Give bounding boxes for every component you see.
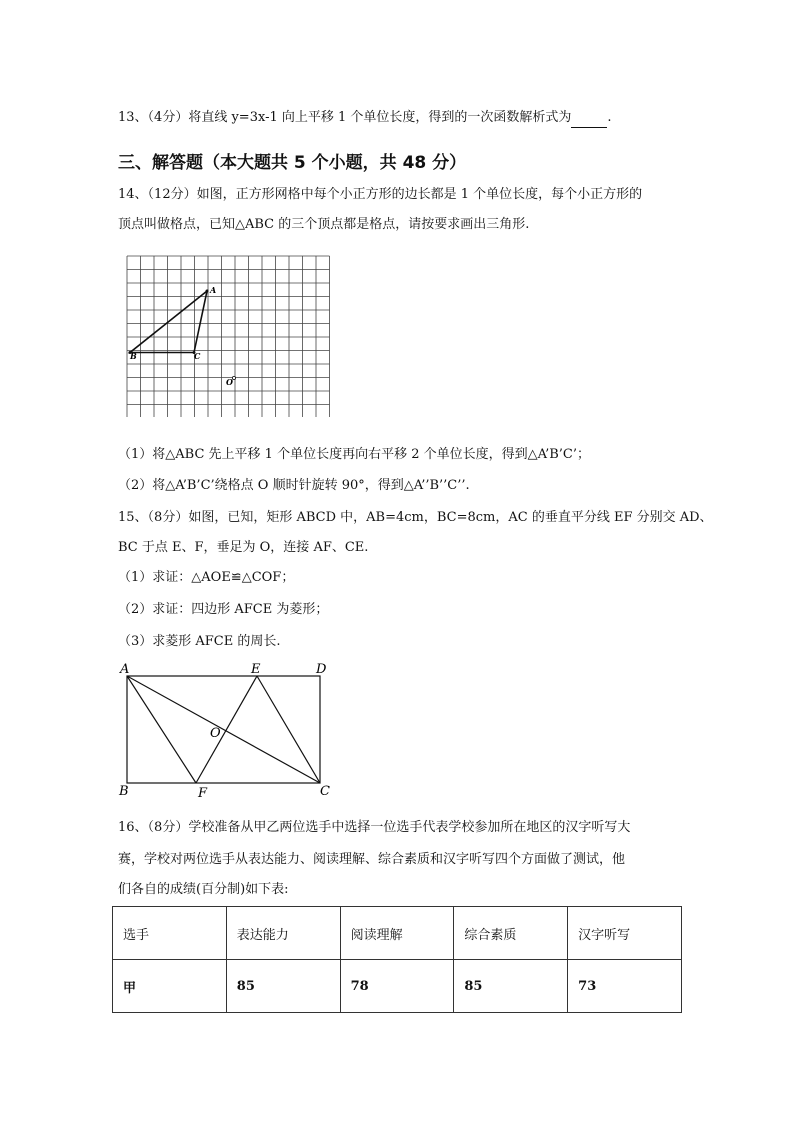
table-header-row <box>113 907 682 960</box>
question-15-number: 15、（8分） <box>118 510 189 525</box>
table-row <box>113 960 682 1013</box>
label-a: A <box>210 285 217 295</box>
question-14-line2: 顶点叫做格点，已知△ABC 的三个顶点都是格点，请按要求画出三角形. <box>118 217 530 232</box>
diagonal-ac <box>127 676 320 783</box>
grid-figure <box>126 255 330 417</box>
question-14-number: 14、（12分） <box>118 187 197 202</box>
table-header-cell: 汉字听写 <box>568 907 682 960</box>
table-header-cell: 选手 <box>113 907 227 960</box>
question-16-line1 <box>118 818 630 838</box>
grid-lines <box>127 256 330 417</box>
question-16-number: 16、（8分） <box>118 820 189 835</box>
question-16-line3: 们各自的成绩(百分制)如下表: <box>118 882 289 897</box>
segment-af <box>127 676 196 783</box>
question-13-end: . <box>607 110 612 125</box>
table-cell: 78 <box>340 960 454 1013</box>
triangle-abc <box>130 291 207 353</box>
rectangle-figure <box>112 656 340 802</box>
question-14-line1 <box>118 185 642 205</box>
question-15-part3: （3）求菱形 AFCE 的周长. <box>118 634 281 649</box>
question-14-part1: （1）将△ABC 先上平移 1 个单位长度再向右平移 2 个单位长度，得到△A’B’C’； <box>118 447 590 462</box>
section-title: 三、解答题（本大题共 5 个小题，共 48 分） <box>118 153 467 173</box>
label-c: C <box>194 351 201 361</box>
question-16-text1: 学校准备从甲乙两位选手中选择一位选手代表学校参加所在地区的汉字听写大 <box>188 820 631 835</box>
label-d: D <box>316 662 327 677</box>
question-16-line2: 赛，学校对两位选手从表达能力、阅读理解、综合素质和汉字听写四个方面做了测试，他 <box>118 852 626 867</box>
table-header-cell: 综合素质 <box>454 907 568 960</box>
label-c: C <box>320 784 330 799</box>
question-15-line1 <box>118 508 713 528</box>
label-a: A <box>120 662 130 677</box>
question-15-part1: （1）求证：△AOE≌△COF； <box>118 570 295 585</box>
label-e: E <box>251 662 261 677</box>
segment-ec <box>257 676 320 783</box>
label-o: O <box>226 377 233 387</box>
answer-blank <box>571 113 607 128</box>
question-14-part2: （2）将△A’B’C’绕格点 O 顺时针旋转 90°，得到△A’’B’’C’’. <box>118 478 470 493</box>
point-a <box>206 290 209 293</box>
table-header-cell: 表达能力 <box>226 907 340 960</box>
label-f: F <box>198 786 208 801</box>
question-13 <box>118 108 612 128</box>
table-cell: 73 <box>568 960 682 1013</box>
table-cell: 85 <box>454 960 568 1013</box>
label-b: B <box>130 351 137 361</box>
question-13-text: 将直线 y=3x-1 向上平移 1 个单位长度，得到的一次函数解析式为 <box>188 110 572 125</box>
table-cell: 甲 <box>113 960 227 1013</box>
question-14-text1: 如图，正方形网格中每个小正方形的边长都是 1 个单位长度，每个小正方形的 <box>196 187 643 202</box>
table-cell: 85 <box>226 960 340 1013</box>
score-table <box>112 906 682 1013</box>
question-15-text1: 如图，已知，矩形 ABCD 中，AB=4cm，BC=8cm，AC 的垂直平分线 EF 分别交 AD、 <box>188 510 713 525</box>
table-header-cell: 阅读理解 <box>340 907 454 960</box>
label-o: O <box>210 726 221 741</box>
question-13-number: 13、（4分） <box>118 110 189 125</box>
question-15-line2: BC 于点 E、F，垂足为 O，连接 AF、CE. <box>118 540 369 555</box>
label-b: B <box>119 784 129 799</box>
segment-ef <box>196 676 257 783</box>
question-15-part2: （2）求证：四边形 AFCE 为菱形； <box>118 602 329 617</box>
